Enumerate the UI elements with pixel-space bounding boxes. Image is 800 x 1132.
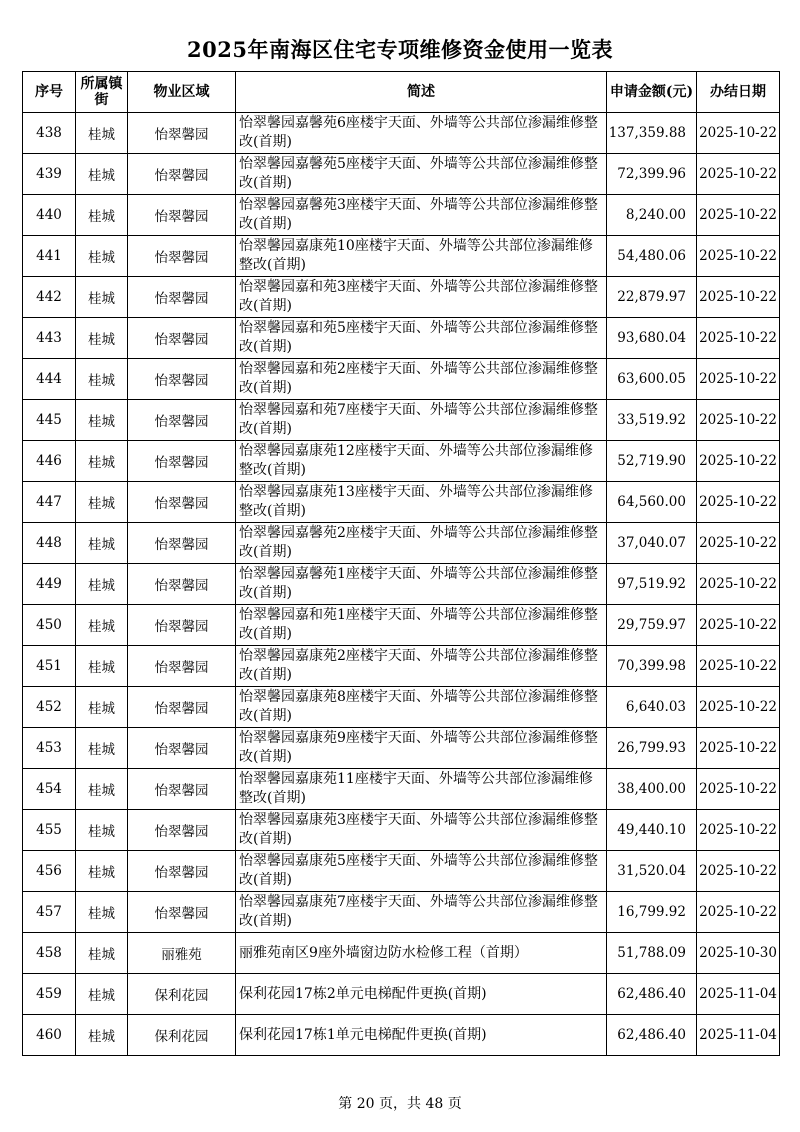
cell-date: 2025-11-04: [697, 1015, 780, 1056]
cell-property-area: 保利花园: [128, 1015, 236, 1056]
cell-property-area: 怡翠馨园: [128, 810, 236, 851]
table-row: [23, 933, 780, 974]
header-town: 所属镇街: [76, 72, 128, 113]
cell-town: 桂城: [76, 113, 128, 154]
cell-town: 桂城: [76, 728, 128, 769]
cell-property-area: 怡翠馨园: [128, 687, 236, 728]
cell-serial-no: 456: [23, 851, 76, 892]
table-row: [23, 154, 780, 195]
cell-property-area: 怡翠馨园: [128, 605, 236, 646]
cell-property-area: 怡翠馨园: [128, 523, 236, 564]
table-row: [23, 851, 780, 892]
cell-property-area: 怡翠馨园: [128, 154, 236, 195]
cell-serial-no: 445: [23, 400, 76, 441]
cell-property-area: 怡翠馨园: [128, 646, 236, 687]
cell-serial-no: 443: [23, 318, 76, 359]
table-row: [23, 605, 780, 646]
cell-date: 2025-10-30: [697, 933, 780, 974]
cell-date: 2025-10-22: [697, 113, 780, 154]
cell-amount: 63,600.05: [607, 359, 697, 400]
cell-date: 2025-10-22: [697, 318, 780, 359]
table-row: [23, 441, 780, 482]
cell-property-area: 怡翠馨园: [128, 400, 236, 441]
cell-town: 桂城: [76, 933, 128, 974]
table-row: [23, 810, 780, 851]
table-row: [23, 892, 780, 933]
cell-date: 2025-10-22: [697, 728, 780, 769]
cell-date: 2025-11-04: [697, 974, 780, 1015]
cell-description: 怡翠馨园嘉和苑1座楼宇天面、外墙等公共部位渗漏维修整改(首期): [236, 605, 607, 646]
cell-amount: 70,399.98: [607, 646, 697, 687]
header-description: 简述: [236, 72, 607, 113]
cell-amount: 16,799.92: [607, 892, 697, 933]
cell-description: 怡翠馨园嘉康苑5座楼宇天面、外墙等公共部位渗漏维修整改(首期): [236, 851, 607, 892]
table-header-row: [23, 72, 780, 113]
cell-serial-no: 449: [23, 564, 76, 605]
cell-amount: 97,519.92: [607, 564, 697, 605]
cell-serial-no: 454: [23, 769, 76, 810]
cell-amount: 93,680.04: [607, 318, 697, 359]
cell-amount: 62,486.40: [607, 974, 697, 1015]
cell-description: 怡翠馨园嘉和苑5座楼宇天面、外墙等公共部位渗漏维修整改(首期): [236, 318, 607, 359]
cell-description: 怡翠馨园嘉馨苑2座楼宇天面、外墙等公共部位渗漏维修整改(首期): [236, 523, 607, 564]
cell-amount: 54,480.06: [607, 236, 697, 277]
table-row: [23, 236, 780, 277]
table-row: [23, 400, 780, 441]
header-property-area: 物业区域: [128, 72, 236, 113]
maintenance-fund-table: [22, 71, 780, 1056]
cell-town: 桂城: [76, 236, 128, 277]
table-row: [23, 523, 780, 564]
table-row: [23, 564, 780, 605]
cell-description: 怡翠馨园嘉和苑2座楼宇天面、外墙等公共部位渗漏维修整改(首期): [236, 359, 607, 400]
table-row: [23, 113, 780, 154]
cell-amount: 137,359.88: [607, 113, 697, 154]
cell-town: 桂城: [76, 892, 128, 933]
cell-town: 桂城: [76, 400, 128, 441]
cell-town: 桂城: [76, 482, 128, 523]
cell-property-area: 怡翠馨园: [128, 318, 236, 359]
cell-serial-no: 446: [23, 441, 76, 482]
cell-property-area: 怡翠馨园: [128, 482, 236, 523]
cell-description: 怡翠馨园嘉康苑2座楼宇天面、外墙等公共部位渗漏维修整改(首期): [236, 646, 607, 687]
cell-amount: 6,640.03: [607, 687, 697, 728]
cell-property-area: 怡翠馨园: [128, 277, 236, 318]
cell-amount: 31,520.04: [607, 851, 697, 892]
cell-amount: 26,799.93: [607, 728, 697, 769]
cell-town: 桂城: [76, 441, 128, 482]
table-row: [23, 769, 780, 810]
cell-description: 怡翠馨园嘉康苑9座楼宇天面、外墙等公共部位渗漏维修整改(首期): [236, 728, 607, 769]
cell-serial-no: 457: [23, 892, 76, 933]
table-row: [23, 482, 780, 523]
cell-description: 怡翠馨园嘉馨苑1座楼宇天面、外墙等公共部位渗漏维修整改(首期): [236, 564, 607, 605]
cell-description: 怡翠馨园嘉康苑8座楼宇天面、外墙等公共部位渗漏维修整改(首期): [236, 687, 607, 728]
table-row: [23, 974, 780, 1015]
cell-description: 丽雅苑南区9座外墙窗边防水检修工程（首期）: [236, 933, 607, 974]
header-date: 办结日期: [697, 72, 780, 113]
cell-serial-no: 451: [23, 646, 76, 687]
cell-serial-no: 450: [23, 605, 76, 646]
cell-serial-no: 442: [23, 277, 76, 318]
cell-date: 2025-10-22: [697, 892, 780, 933]
cell-town: 桂城: [76, 974, 128, 1015]
cell-date: 2025-10-22: [697, 482, 780, 523]
cell-description: 怡翠馨园嘉康苑10座楼宇天面、外墙等公共部位渗漏维修整改(首期): [236, 236, 607, 277]
cell-serial-no: 455: [23, 810, 76, 851]
cell-town: 桂城: [76, 810, 128, 851]
cell-date: 2025-10-22: [697, 769, 780, 810]
cell-serial-no: 458: [23, 933, 76, 974]
cell-property-area: 丽雅苑: [128, 933, 236, 974]
cell-date: 2025-10-22: [697, 154, 780, 195]
cell-property-area: 保利花园: [128, 974, 236, 1015]
cell-town: 桂城: [76, 154, 128, 195]
cell-description: 怡翠馨园嘉康苑12座楼宇天面、外墙等公共部位渗漏维修整改(首期): [236, 441, 607, 482]
cell-property-area: 怡翠馨园: [128, 564, 236, 605]
cell-property-area: 怡翠馨园: [128, 359, 236, 400]
cell-property-area: 怡翠馨园: [128, 769, 236, 810]
cell-town: 桂城: [76, 195, 128, 236]
cell-description: 怡翠馨园嘉和苑7座楼宇天面、外墙等公共部位渗漏维修整改(首期): [236, 400, 607, 441]
cell-serial-no: 459: [23, 974, 76, 1015]
cell-date: 2025-10-22: [697, 810, 780, 851]
cell-town: 桂城: [76, 646, 128, 687]
page-footer: 第 20 页，共 48 页: [338, 1096, 462, 1112]
cell-town: 桂城: [76, 359, 128, 400]
cell-town: 桂城: [76, 687, 128, 728]
table-row: [23, 359, 780, 400]
cell-town: 桂城: [76, 318, 128, 359]
cell-description: 怡翠馨园嘉馨苑6座楼宇天面、外墙等公共部位渗漏维修整改(首期): [236, 113, 607, 154]
table-row: [23, 646, 780, 687]
cell-town: 桂城: [76, 523, 128, 564]
cell-date: 2025-10-22: [697, 400, 780, 441]
cell-serial-no: 448: [23, 523, 76, 564]
cell-description: 怡翠馨园嘉馨苑5座楼宇天面、外墙等公共部位渗漏维修整改(首期): [236, 154, 607, 195]
cell-serial-no: 460: [23, 1015, 76, 1056]
cell-serial-no: 447: [23, 482, 76, 523]
table-row: [23, 728, 780, 769]
cell-property-area: 怡翠馨园: [128, 236, 236, 277]
page-title: 2025年南海区住宅专项维修资金使用一览表: [187, 37, 613, 62]
cell-serial-no: 439: [23, 154, 76, 195]
cell-serial-no: 441: [23, 236, 76, 277]
cell-amount: 64,560.00: [607, 482, 697, 523]
cell-serial-no: 453: [23, 728, 76, 769]
cell-town: 桂城: [76, 564, 128, 605]
cell-amount: 8,240.00: [607, 195, 697, 236]
cell-amount: 72,399.96: [607, 154, 697, 195]
cell-description: 怡翠馨园嘉和苑3座楼宇天面、外墙等公共部位渗漏维修整改(首期): [236, 277, 607, 318]
cell-date: 2025-10-22: [697, 236, 780, 277]
cell-date: 2025-10-22: [697, 359, 780, 400]
cell-date: 2025-10-22: [697, 564, 780, 605]
cell-amount: 22,879.97: [607, 277, 697, 318]
cell-date: 2025-10-22: [697, 441, 780, 482]
cell-amount: 51,788.09: [607, 933, 697, 974]
table-row: [23, 1015, 780, 1056]
cell-serial-no: 452: [23, 687, 76, 728]
cell-property-area: 怡翠馨园: [128, 195, 236, 236]
cell-serial-no: 440: [23, 195, 76, 236]
cell-date: 2025-10-22: [697, 277, 780, 318]
cell-property-area: 怡翠馨园: [128, 441, 236, 482]
cell-property-area: 怡翠馨园: [128, 728, 236, 769]
cell-property-area: 怡翠馨园: [128, 892, 236, 933]
cell-town: 桂城: [76, 769, 128, 810]
cell-description: 怡翠馨园嘉康苑7座楼宇天面、外墙等公共部位渗漏维修整改(首期): [236, 892, 607, 933]
cell-date: 2025-10-22: [697, 851, 780, 892]
cell-date: 2025-10-22: [697, 687, 780, 728]
cell-town: 桂城: [76, 851, 128, 892]
cell-description: 怡翠馨园嘉康苑3座楼宇天面、外墙等公共部位渗漏维修整改(首期): [236, 810, 607, 851]
table-row: [23, 318, 780, 359]
cell-amount: 49,440.10: [607, 810, 697, 851]
header-amount: 申请金额(元): [607, 72, 697, 113]
cell-amount: 52,719.90: [607, 441, 697, 482]
cell-date: 2025-10-22: [697, 605, 780, 646]
cell-property-area: 怡翠馨园: [128, 113, 236, 154]
cell-description: 怡翠馨园嘉康苑11座楼宇天面、外墙等公共部位渗漏维修整改(首期): [236, 769, 607, 810]
cell-amount: 37,040.07: [607, 523, 697, 564]
cell-description: 怡翠馨园嘉馨苑3座楼宇天面、外墙等公共部位渗漏维修整改(首期): [236, 195, 607, 236]
cell-serial-no: 444: [23, 359, 76, 400]
cell-amount: 38,400.00: [607, 769, 697, 810]
cell-town: 桂城: [76, 605, 128, 646]
cell-serial-no: 438: [23, 113, 76, 154]
cell-town: 桂城: [76, 1015, 128, 1056]
cell-date: 2025-10-22: [697, 646, 780, 687]
cell-town: 桂城: [76, 277, 128, 318]
cell-date: 2025-10-22: [697, 523, 780, 564]
cell-date: 2025-10-22: [697, 195, 780, 236]
table-row: [23, 687, 780, 728]
cell-amount: 62,486.40: [607, 1015, 697, 1056]
header-serial-no: 序号: [23, 72, 76, 113]
cell-description: 保利花园17栋1单元电梯配件更换(首期): [236, 1015, 607, 1056]
table-row: [23, 195, 780, 236]
cell-description: 怡翠馨园嘉康苑13座楼宇天面、外墙等公共部位渗漏维修整改(首期): [236, 482, 607, 523]
cell-description: 保利花园17栋2单元电梯配件更换(首期): [236, 974, 607, 1015]
cell-amount: 33,519.92: [607, 400, 697, 441]
table-row: [23, 277, 780, 318]
cell-property-area: 怡翠馨园: [128, 851, 236, 892]
cell-amount: 29,759.97: [607, 605, 697, 646]
